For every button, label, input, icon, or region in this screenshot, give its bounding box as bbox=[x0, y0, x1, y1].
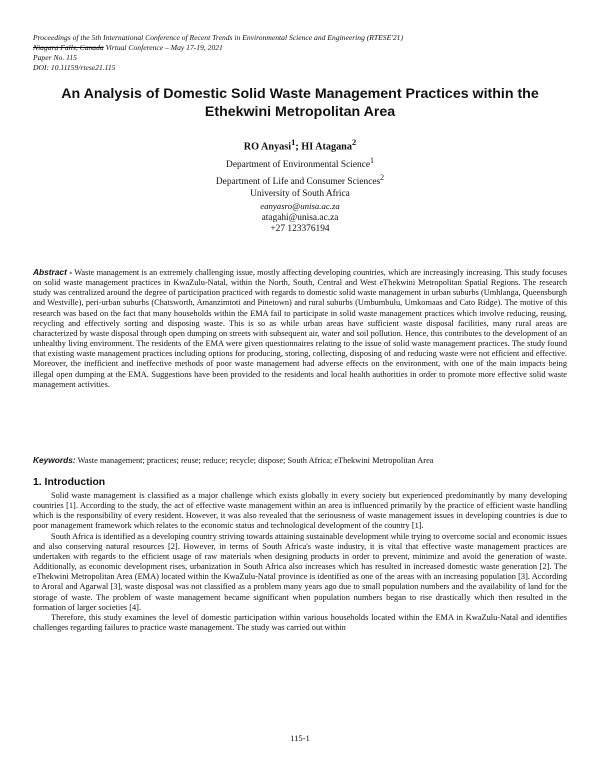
introduction-body bbox=[33, 491, 567, 633]
author-separator: ; bbox=[295, 141, 302, 153]
email-2: atagahi@unisa.ac.za bbox=[261, 212, 339, 223]
affiliation-1 bbox=[60, 155, 540, 172]
intro-paragraph-1: Solid waste management is classified as a major challenge which exists globally in every society but experienced predominantly by many developing countries [1]. According to the study, the act of effective waste management within an area is influenced primarily by the practice of efficient waste handling which is the responsibility of every resident. However, it was also revealed that the seriousness of waste management issues in developing countries is due to poor management framework which relates to the economic status and technological development of the country [1]. bbox=[33, 491, 567, 531]
affiliation-2 bbox=[60, 172, 540, 189]
affiliation-1-text: Department of Environmental Science bbox=[226, 160, 371, 171]
author-2-sup: 2 bbox=[351, 137, 357, 147]
affiliation-2-sup: 2 bbox=[380, 173, 385, 183]
header-venue-rest: Virtual Conference – May 17-19, 2021 bbox=[103, 43, 223, 52]
proceedings-header bbox=[33, 33, 573, 73]
header-venue-line bbox=[33, 43, 573, 53]
page-number: 115-1 bbox=[290, 733, 310, 743]
header-location-struck: Niagara Falls, Canada bbox=[33, 43, 104, 52]
header-doi: DOI: 10.11159/rtese21.115 bbox=[33, 63, 116, 72]
header-paper-number: Paper No. 115 bbox=[33, 53, 77, 62]
author-block bbox=[60, 137, 540, 236]
section-heading-introduction: 1. Introduction bbox=[33, 477, 106, 488]
abstract-label: Abstract - bbox=[33, 267, 73, 277]
intro-paragraph-3: Therefore, this study examines the level of domestic participation within various households located within the EMA in KwaZulu-Natal and identifies challenges regarding failures to practice waste management. The study was carried out within bbox=[33, 612, 567, 633]
keywords-label: Keywords: bbox=[33, 455, 76, 465]
university: University of South Africa bbox=[250, 189, 350, 200]
intro-paragraph-2: South Africa is identified as a developing country striving towards attaining sustainable development while trying to overcome social and economic issues and also conserving natural resources [2]. However, in terms of South Africa's waste industry, it is vital that effective waste management practices are undertaken with regards to the efficient usage of raw materials when designing products in order to prevent, minimize and avoid the generation of waste. Additionally, as economic development rises, urbanization in South Africa also increases which has resulted in increased domestic waste generation [2]. The eThekwini Metropolitan Area (EMA) located within the KwaZulu-Natal province is identified as one of the areas with an increasing population [3]. According to Aroral and Agarwal [3], waste disposal was not classified as a problem many years ago due to small population numbers and the availability of land for the storage of waste. The problem of waste management became significant when population numbers began to rise drastically which then resulted in the formation of larger societies [4]. bbox=[33, 531, 567, 612]
paper-title: An Analysis of Domestic Solid Waste Management Practices within the Ethekwini Metropolitan Area bbox=[61, 86, 539, 120]
affiliation-2-text: Department of Life and Consumer Sciences bbox=[215, 177, 381, 188]
author-1-sup: 1 bbox=[291, 137, 296, 147]
keywords bbox=[33, 455, 567, 466]
header-conference-line: Proceedings of the 5th International Conference of Recent Trends in Environmental Science and Engineering (RTESE'21) bbox=[33, 33, 403, 42]
abstract bbox=[33, 267, 567, 390]
author-1: RO Anyasi bbox=[243, 141, 292, 153]
author-2: HI Atagana bbox=[301, 141, 352, 153]
affiliation-1-sup: 1 bbox=[370, 156, 374, 166]
phone: +27 123376194 bbox=[270, 224, 330, 235]
abstract-text: Waste management is an extremely challenging issue, mostly affecting developing countries, which are increasingly increasing. This study focuses on solid waste management practices in KwaZulu-Natal, within the North, South, Central and West eThekwini Metropolitan Spatial Regions. The research study was centralized around the degree of participation practiced with regards to domestic solid waste management in urban suburbs (Umhlanga, Queensburgh and Westville), peri-urban suburbs (Chatsworth, Amanzimtoti and Pinetown) and rural suburbs (Umbumbulu, Umkomaas and Cato Ridge). The motive of this research was based on the fact that many households within the EMA fail to participate in solid waste management practices which involve reducing, reusing, recycling and effectively sorting and disposing waste. This is so as while urban areas have sufficient waste disposal facilities, many rural areas are characterized by waste disposal through open dumping on streets with subsequent air, water and soil pollution. Hence, this contributes to the development of an unhealthy living environment. The residents of the EMA were given questionnaires relating to the issue of solid waste management practices. The study found that existing waste management practices including options for producing, storing, collecting, disposing of and reducing waste were not efficient and effective. Moreover, the inefficient and ineffective methods of poor waste management had adverse effects on the environment, with one of the main impacts being illegal open dumping at the EMA. Suggestions have been provided to the residents and local health authorities in order to promote more effective solid waste management activities. bbox=[33, 268, 568, 389]
email-1: eanyasro@unisa.ac.za bbox=[260, 200, 340, 211]
keywords-text: Waste management; practices; reuse; reduce; recycle; dispose; South Africa; eThekwini Metropolitan Area bbox=[75, 456, 434, 465]
author-names bbox=[60, 137, 540, 153]
